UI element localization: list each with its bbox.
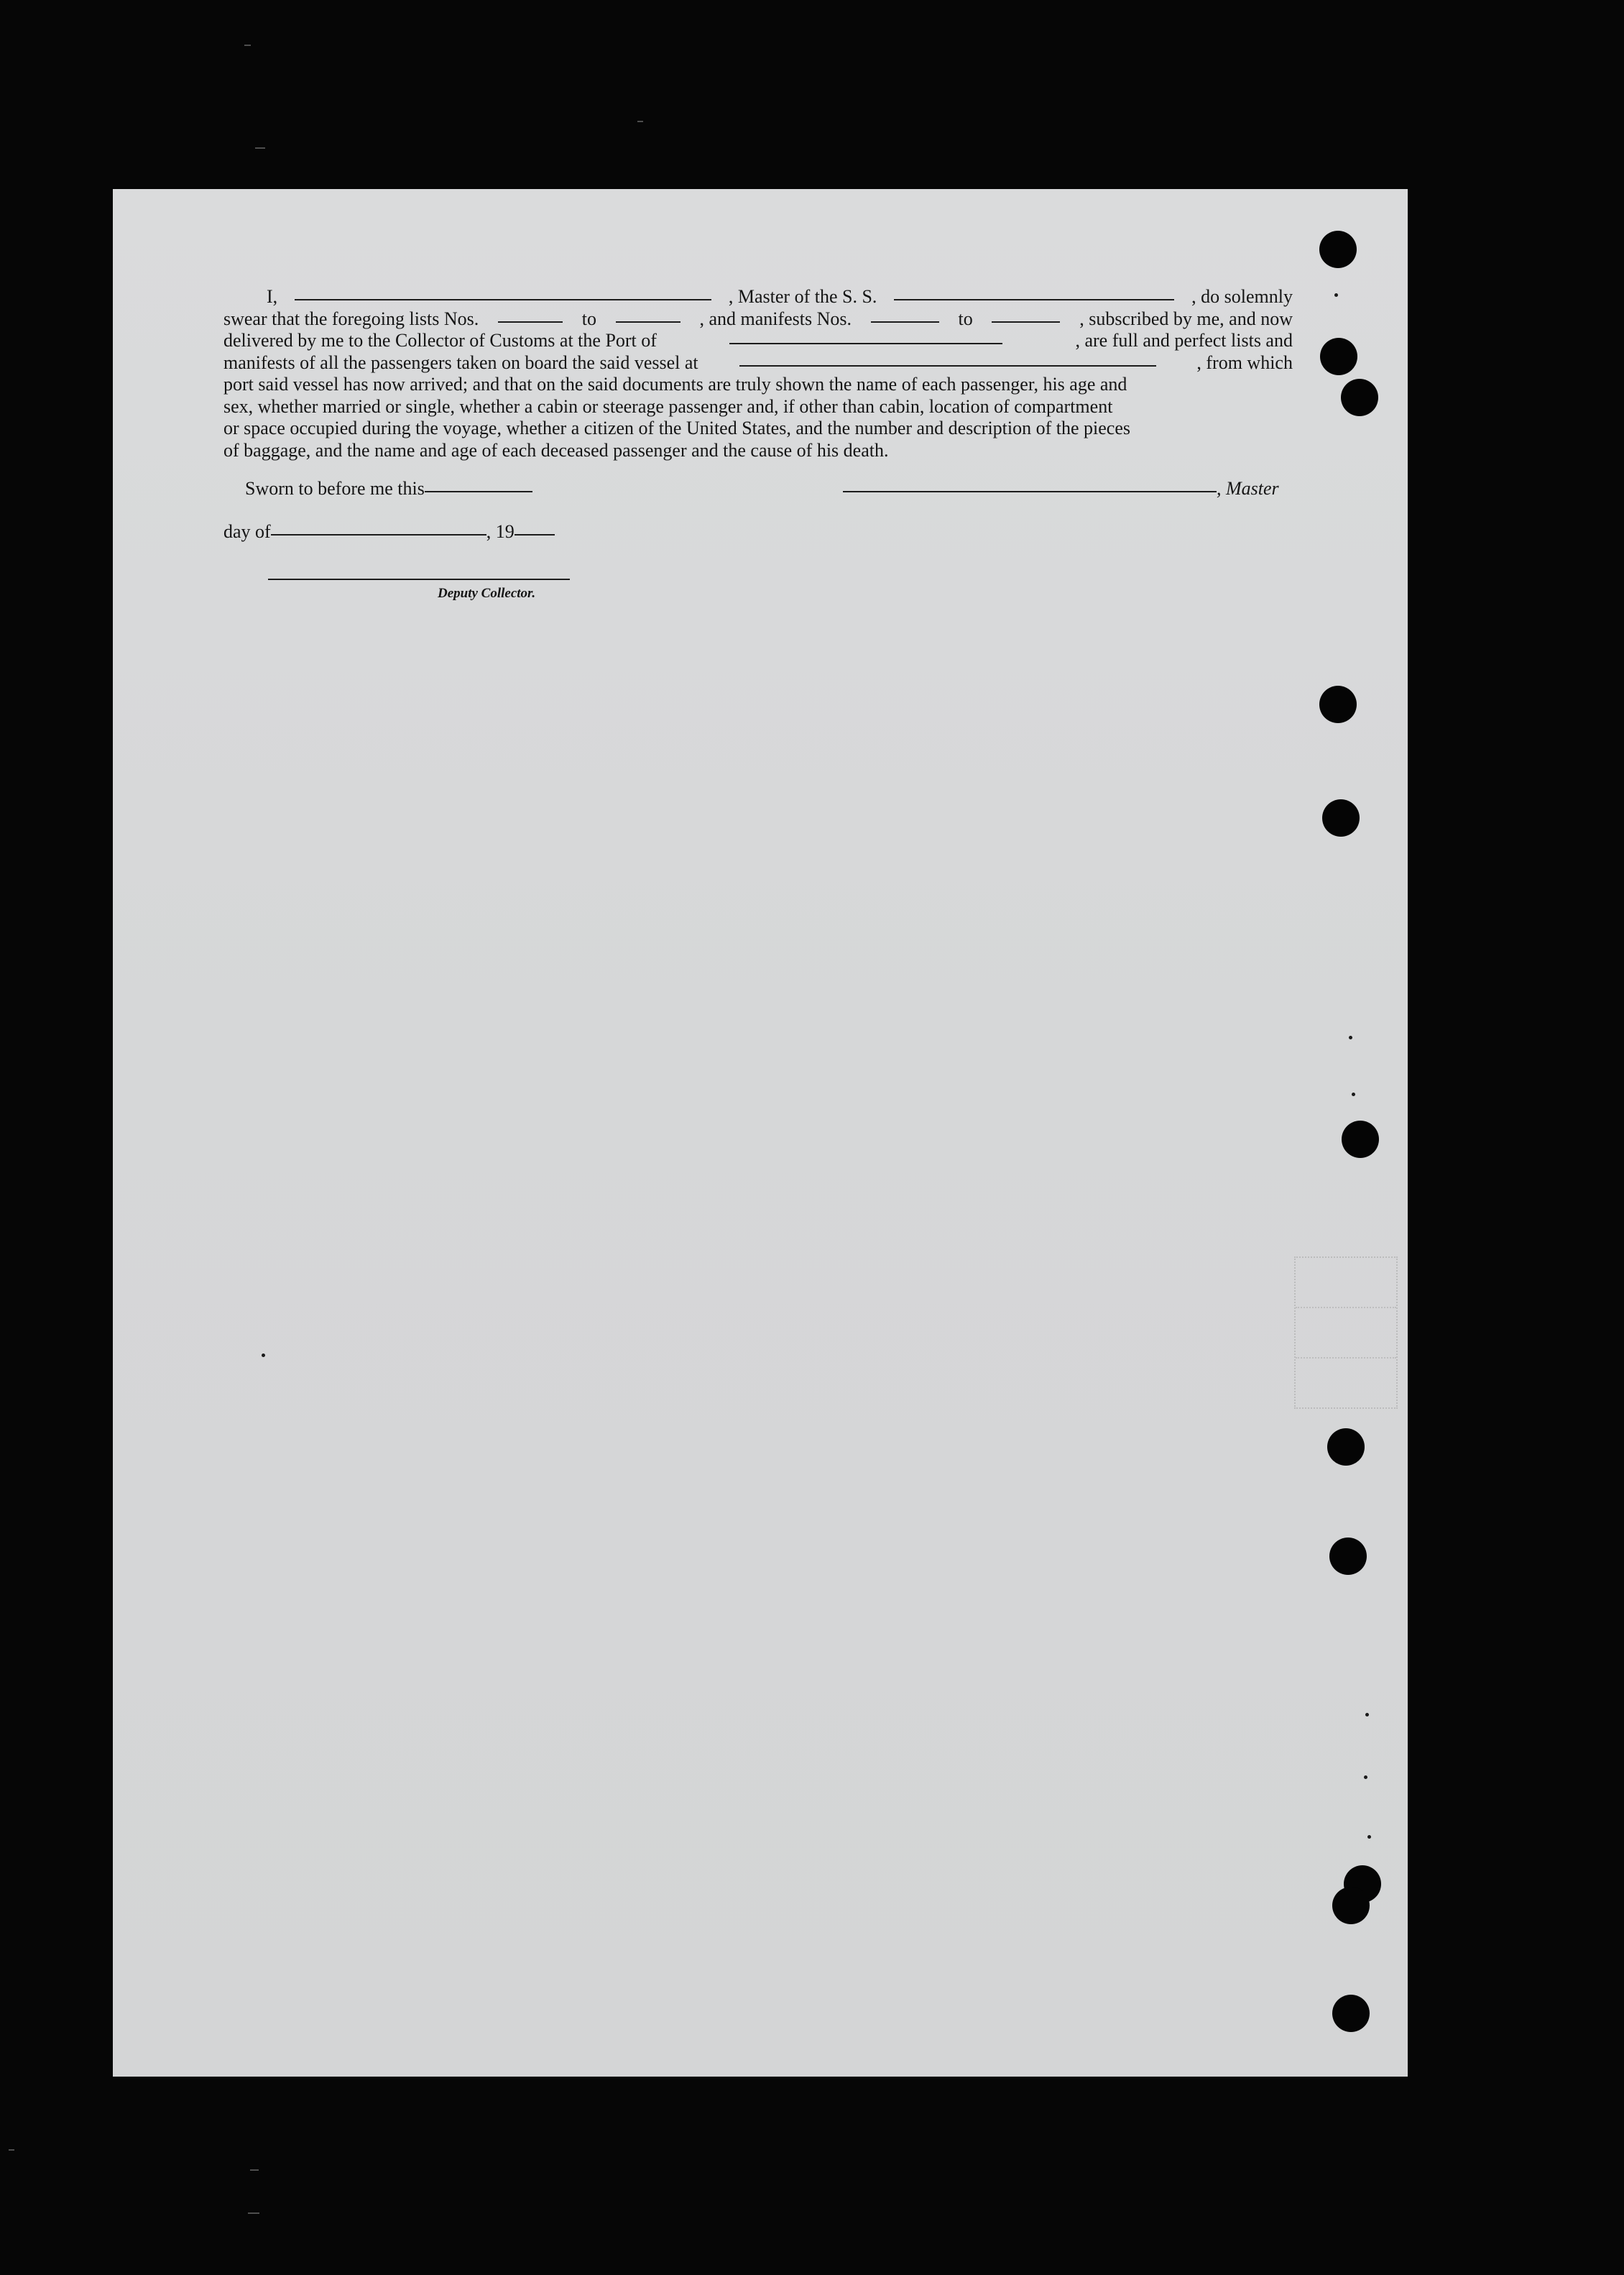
stamp-row (1296, 1308, 1396, 1359)
oath-text: I, (267, 286, 278, 307)
day-of-text: day of (223, 521, 271, 542)
oath-text: , do solemnly (1191, 286, 1293, 307)
oath-line-8 (223, 440, 1293, 462)
port-of-departure-field[interactable] (739, 364, 1156, 367)
oath-text: , and manifests Nos. (699, 308, 852, 329)
oath-line-2 (223, 308, 1293, 331)
speck (1365, 1713, 1369, 1716)
day-of-month-field[interactable] (271, 533, 486, 536)
punch-hole (1322, 799, 1360, 837)
oath-line-3 (223, 330, 1293, 352)
punch-hole (1319, 231, 1357, 268)
oath-text: , subscribed by me, and now (1079, 308, 1293, 329)
oath-text: sex, whether married or single, whether a cabin or steerage passenger and, if other than cabin, location of compartment (223, 395, 1113, 417)
scan-noise (244, 45, 251, 46)
stamp-row (1296, 1258, 1396, 1308)
oath-text: port said vessel has now arrived; and that on the said documents are truly shown the name of each passenger, his age and (223, 374, 1127, 395)
oath-text: delivered by me to the Collector of Customs at the Port of (223, 330, 657, 351)
master-name-field[interactable] (295, 298, 711, 300)
oath-text: swear that the foregoing lists Nos. (223, 308, 479, 329)
sworn-line (245, 478, 532, 500)
sworn-text: Sworn to before me this (245, 478, 425, 499)
oath-line-4 (223, 352, 1293, 374)
master-signature-line (843, 478, 1279, 500)
oath-text: or space occupied during the voyage, whether a citizen of the United States, and the number and description of the pieces (223, 418, 1131, 438)
punch-hole (1320, 338, 1357, 375)
oath-text: to (581, 308, 596, 329)
punch-hole (1327, 1428, 1365, 1466)
oath-paragraph (223, 286, 1293, 461)
master-label: , Master (1217, 478, 1279, 499)
punch-hole (1319, 686, 1357, 723)
speck (1367, 1835, 1371, 1839)
manifest-number-to-field[interactable] (992, 321, 1060, 323)
speck (1364, 1775, 1367, 1779)
year-field[interactable] (515, 533, 555, 536)
punch-hole (1329, 1538, 1367, 1575)
speck (1334, 293, 1338, 297)
oath-text: , from which (1196, 351, 1293, 373)
scan-noise (637, 121, 643, 122)
oath-text: , are full and perfect lists and (1075, 330, 1293, 351)
oath-text: to (958, 308, 973, 329)
punch-hole (1342, 1121, 1379, 1158)
oath-text: of baggage, and the name and age of each deceased passenger and the cause of his death. (223, 439, 889, 461)
punch-hole (1332, 1995, 1370, 2032)
scan-noise (250, 2169, 259, 2171)
sworn-date-field[interactable] (425, 490, 532, 492)
scan-noise (9, 2149, 14, 2151)
day-of-line (223, 521, 555, 543)
port-of-arrival-field[interactable] (729, 342, 1002, 344)
oath-line-1 (223, 286, 1293, 308)
oath-text: , Master of the S. S. (728, 286, 877, 307)
master-signature-field[interactable] (843, 490, 1217, 492)
list-number-from-field[interactable] (498, 321, 563, 323)
speck (262, 1353, 265, 1357)
punch-hole (1332, 1887, 1370, 1924)
year-prefix: , 19 (486, 521, 515, 542)
deputy-collector-signature-field[interactable] (268, 579, 570, 580)
list-number-to-field[interactable] (616, 321, 680, 323)
manifest-page (113, 189, 1408, 2077)
oath-line-6 (223, 396, 1293, 418)
speck (1349, 1036, 1352, 1039)
vessel-name-field[interactable] (894, 298, 1174, 300)
oath-text: manifests of all the passengers taken on board the said vessel at (223, 351, 698, 373)
scan-noise (255, 147, 265, 149)
manifest-number-from-field[interactable] (871, 321, 939, 323)
deputy-collector-label: Deputy Collector. (438, 586, 536, 601)
speck (1352, 1093, 1355, 1096)
oath-line-5 (223, 374, 1293, 396)
oath-line-7 (223, 418, 1293, 440)
punch-hole (1341, 379, 1378, 416)
faded-stamp (1294, 1256, 1398, 1409)
scan-noise (248, 2212, 259, 2214)
